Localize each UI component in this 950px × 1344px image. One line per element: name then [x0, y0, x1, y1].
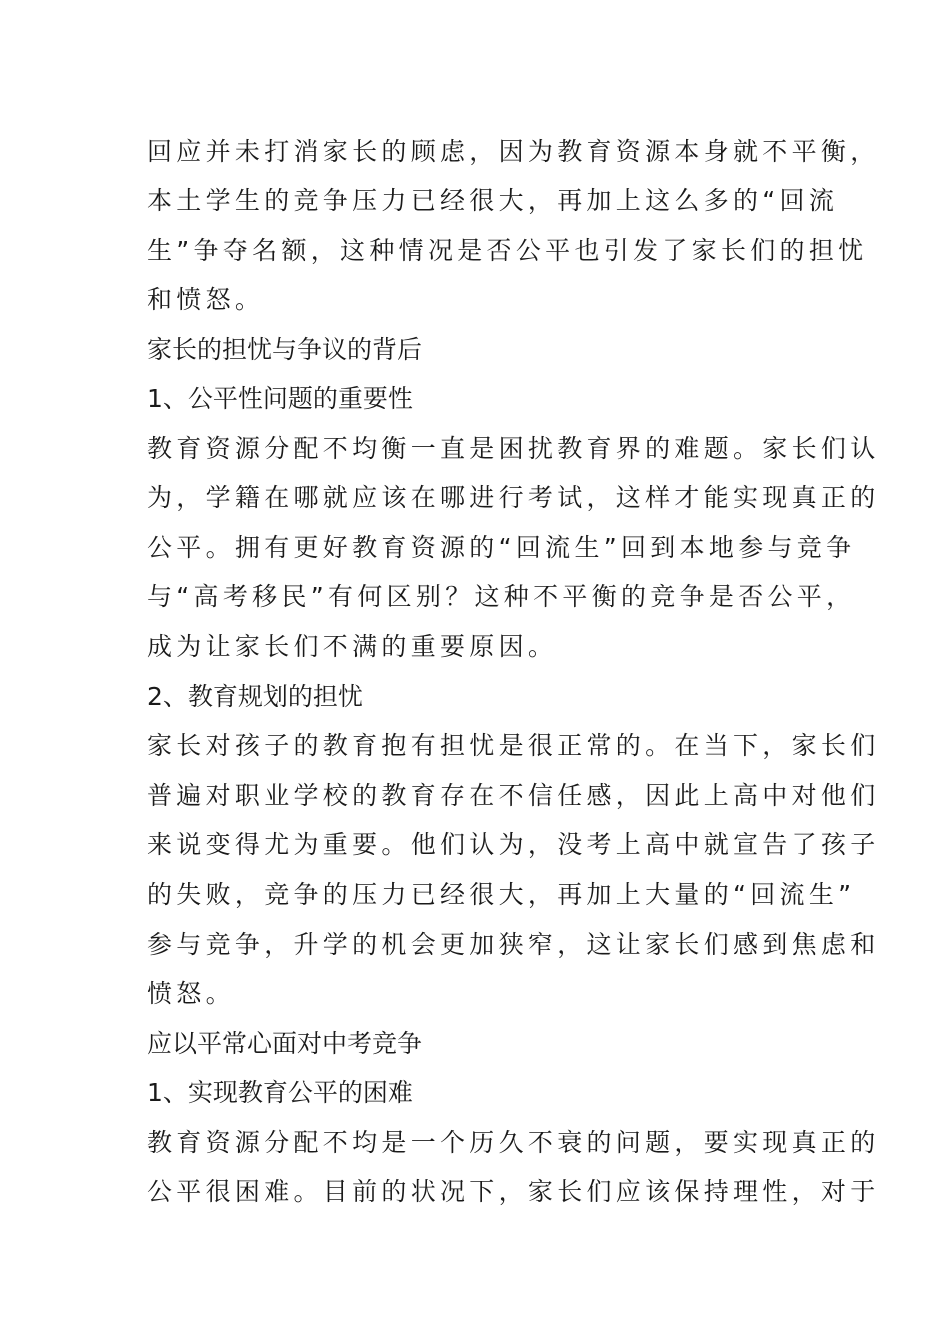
- paragraph-line: 与“高考移民”有何区别？这种不平衡的竞争是否公平，: [147, 582, 856, 611]
- paragraph-line: 和愤怒。: [147, 285, 265, 314]
- paragraph-line: 家长对孩子的教育抱有担忧是很正常的。在当下，家长们: [147, 731, 880, 760]
- paragraph-line: 普遍对职业学校的教育存在不信任感，因此上高中对他们: [147, 781, 880, 810]
- paragraph-line: 的失败，竞争的压力已经很大，再加上大量的“回流生”: [147, 880, 856, 909]
- section-heading: 应以平常心面对中考竞争: [147, 1029, 423, 1058]
- paragraph-line: 成为让家长们不满的重要原因。: [147, 632, 558, 661]
- paragraph-line: 为，学籍在哪就应该在哪进行考试，这样才能实现真正的: [147, 483, 880, 512]
- paragraph-line: 教育资源分配不均是一个历久不衰的问题，要实现真正的: [147, 1128, 880, 1157]
- paragraph-line: 愤怒。: [147, 979, 235, 1008]
- paragraph-line: 回应并未打消家长的顾虑，因为教育资源本身就不平衡，: [147, 137, 880, 166]
- paragraph-line: 公平。拥有更好教育资源的“回流生”回到本地参与竞争: [147, 533, 856, 562]
- paragraph-line: 生”争夺名额，这种情况是否公平也引发了家长们的担忧: [147, 236, 868, 265]
- subsection-heading: 2、教育规划的担忧: [147, 682, 363, 711]
- section-heading: 家长的担忧与争议的背后: [147, 335, 423, 364]
- paragraph-line: 公平很困难。目前的状况下，家长们应该保持理性，对于: [147, 1177, 880, 1206]
- paragraph-line: 参与竞争，升学的机会更加狭窄，这让家长们感到焦虑和: [147, 930, 880, 959]
- paragraph-line: 本土学生的竞争压力已经很大，再加上这么多的“回流: [147, 186, 839, 215]
- subsection-heading: 1、公平性问题的重要性: [147, 384, 413, 413]
- subsection-heading: 1、实现教育公平的困难: [147, 1078, 413, 1107]
- paragraph-line: 来说变得尤为重要。他们认为，没考上高中就宣告了孩子: [147, 830, 880, 859]
- paragraph-line: 教育资源分配不均衡一直是困扰教育界的难题。家长们认: [147, 434, 880, 463]
